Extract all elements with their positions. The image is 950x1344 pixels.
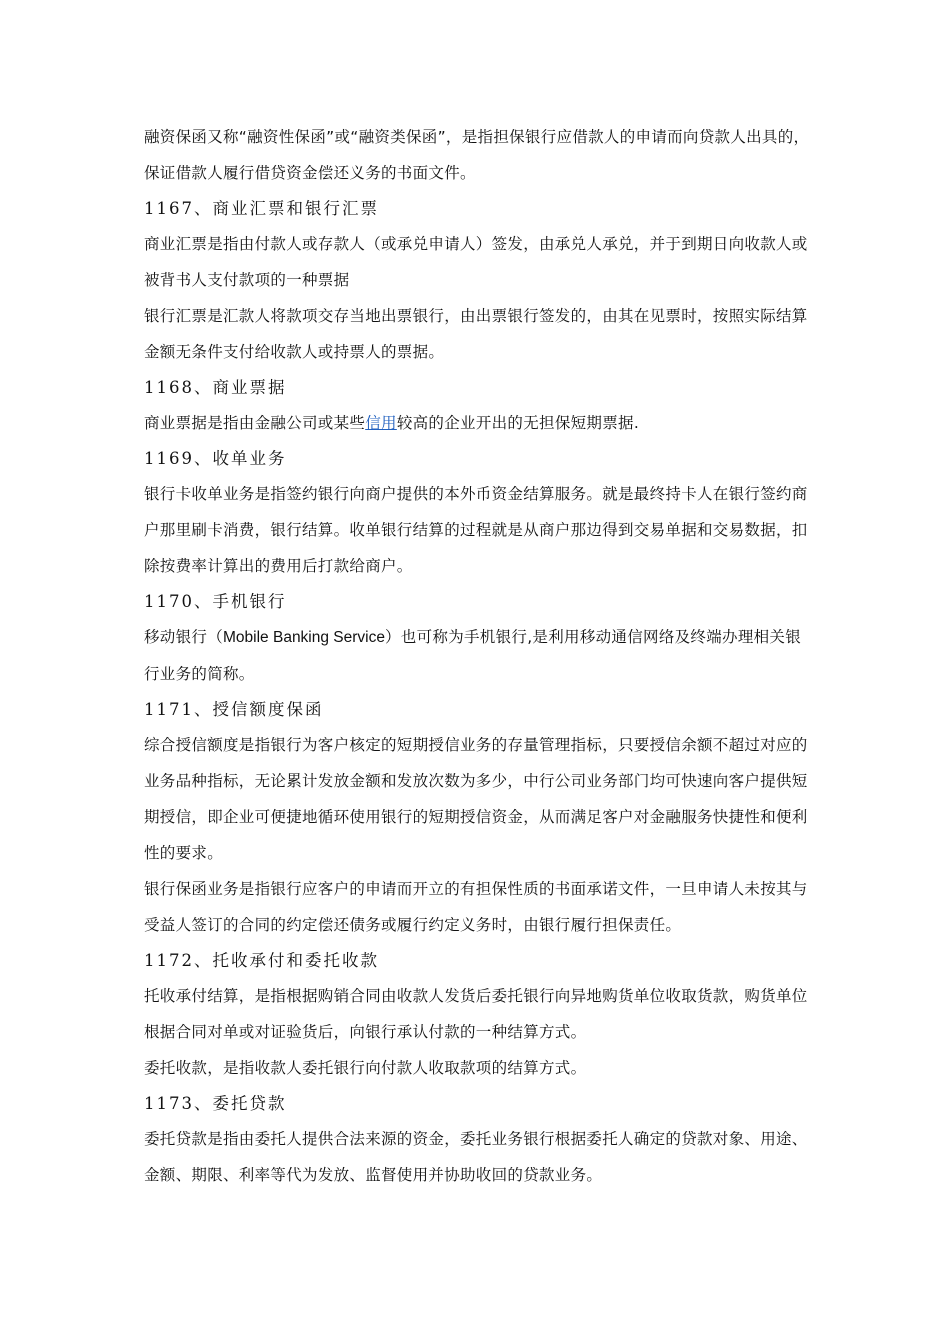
paragraph-financing-guarantee: 融资保函又称“融资性保函”或“融资类保函”，是指担保银行应借款人的申请而向贷款人出具的，保证借款人履行借贷资金偿还义务的书面文件。 — [144, 128, 810, 182]
heading-1171: 1171、授信额度保函 — [144, 700, 324, 719]
paragraph-text: 较高的企业开出的无担保短期票据. — [396, 414, 640, 432]
document-body — [144, 119, 812, 1193]
heading-1169: 1169、收单业务 — [144, 449, 287, 468]
credit-link[interactable]: 信用 — [365, 414, 397, 432]
heading-1167: 1167、商业汇票和银行汇票 — [144, 199, 379, 218]
paragraph-commercial-paper — [144, 405, 812, 441]
heading-1170: 1170、手机银行 — [144, 592, 287, 611]
paragraph-bank-guarantee: 银行保函业务是指银行应客户的申请而开立的有担保性质的书面承诺文件，一旦申请人未按其与受益人签订的合同的约定偿还债务或履行约定义务时，由银行履行担保责任。 — [144, 880, 808, 934]
heading-1172: 1172、托收承付和委托收款 — [144, 951, 379, 970]
paragraph-collection-acceptance: 托收承付结算，是指根据购销合同由收款人发货后委托银行向异地购货单位收取货款，购货单位根据合同对单或对证验货后，向银行承认付款的一种结算方式。 — [144, 987, 808, 1041]
paragraph-text: 移动银行（ — [144, 628, 224, 646]
paragraph-text: 商业票据是指由金融公司或某些 — [144, 414, 366, 432]
heading-1173: 1173、委托贷款 — [144, 1094, 287, 1113]
paragraph-entrusted-loan: 委托贷款是指由委托人提供合法来源的资金，委托业务银行根据委托人确定的贷款对象、用途、金额、期限、利率等代为发放、监督使用并协助收回的贷款业务。 — [144, 1130, 808, 1184]
paragraph-text: ）也可称为手机银行,是利用移动通信网络及终端办理相关银行业务的简称。 — [144, 628, 802, 683]
paragraph-mobile-banking — [144, 619, 812, 692]
paragraph-text-latin: Mobile Banking Service — [223, 629, 385, 646]
paragraph-bank-draft: 银行汇票是汇款人将款项交存当地出票银行，由出票银行签发的，由其在见票时，按照实际结算金额无条件支付给收款人或持票人的票据。 — [144, 307, 808, 361]
paragraph-entrusted-collection: 委托收款，是指收款人委托银行向付款人收取款项的结算方式。 — [144, 1059, 587, 1077]
paragraph-commercial-draft: 商业汇票是指由付款人或存款人（或承兑申请人）签发，由承兑人承兑，并于到期日向收款人或被背书人支付款项的一种票据 — [144, 235, 808, 289]
paragraph-credit-line: 综合授信额度是指银行为客户核定的短期授信业务的存量管理指标，只要授信余额不超过对应的业务品种指标，无论累计发放金额和发放次数为多少，中行公司业务部门均可快速向客户提供短期授信，即企业可便捷地循环使用银行的短期授信资金，从而满足客户对金融服务快捷性和便利性的要求。 — [144, 736, 808, 862]
paragraph-acquiring: 银行卡收单业务是指签约银行向商户提供的本外币资金结算服务。就是最终持卡人在银行签约商户那里刷卡消费，银行结算。收单银行结算的过程就是从商户那边得到交易单据和交易数据，扣除按费率计算出的费用后打款给商户。 — [144, 485, 808, 575]
heading-1168: 1168、商业票据 — [144, 378, 287, 397]
